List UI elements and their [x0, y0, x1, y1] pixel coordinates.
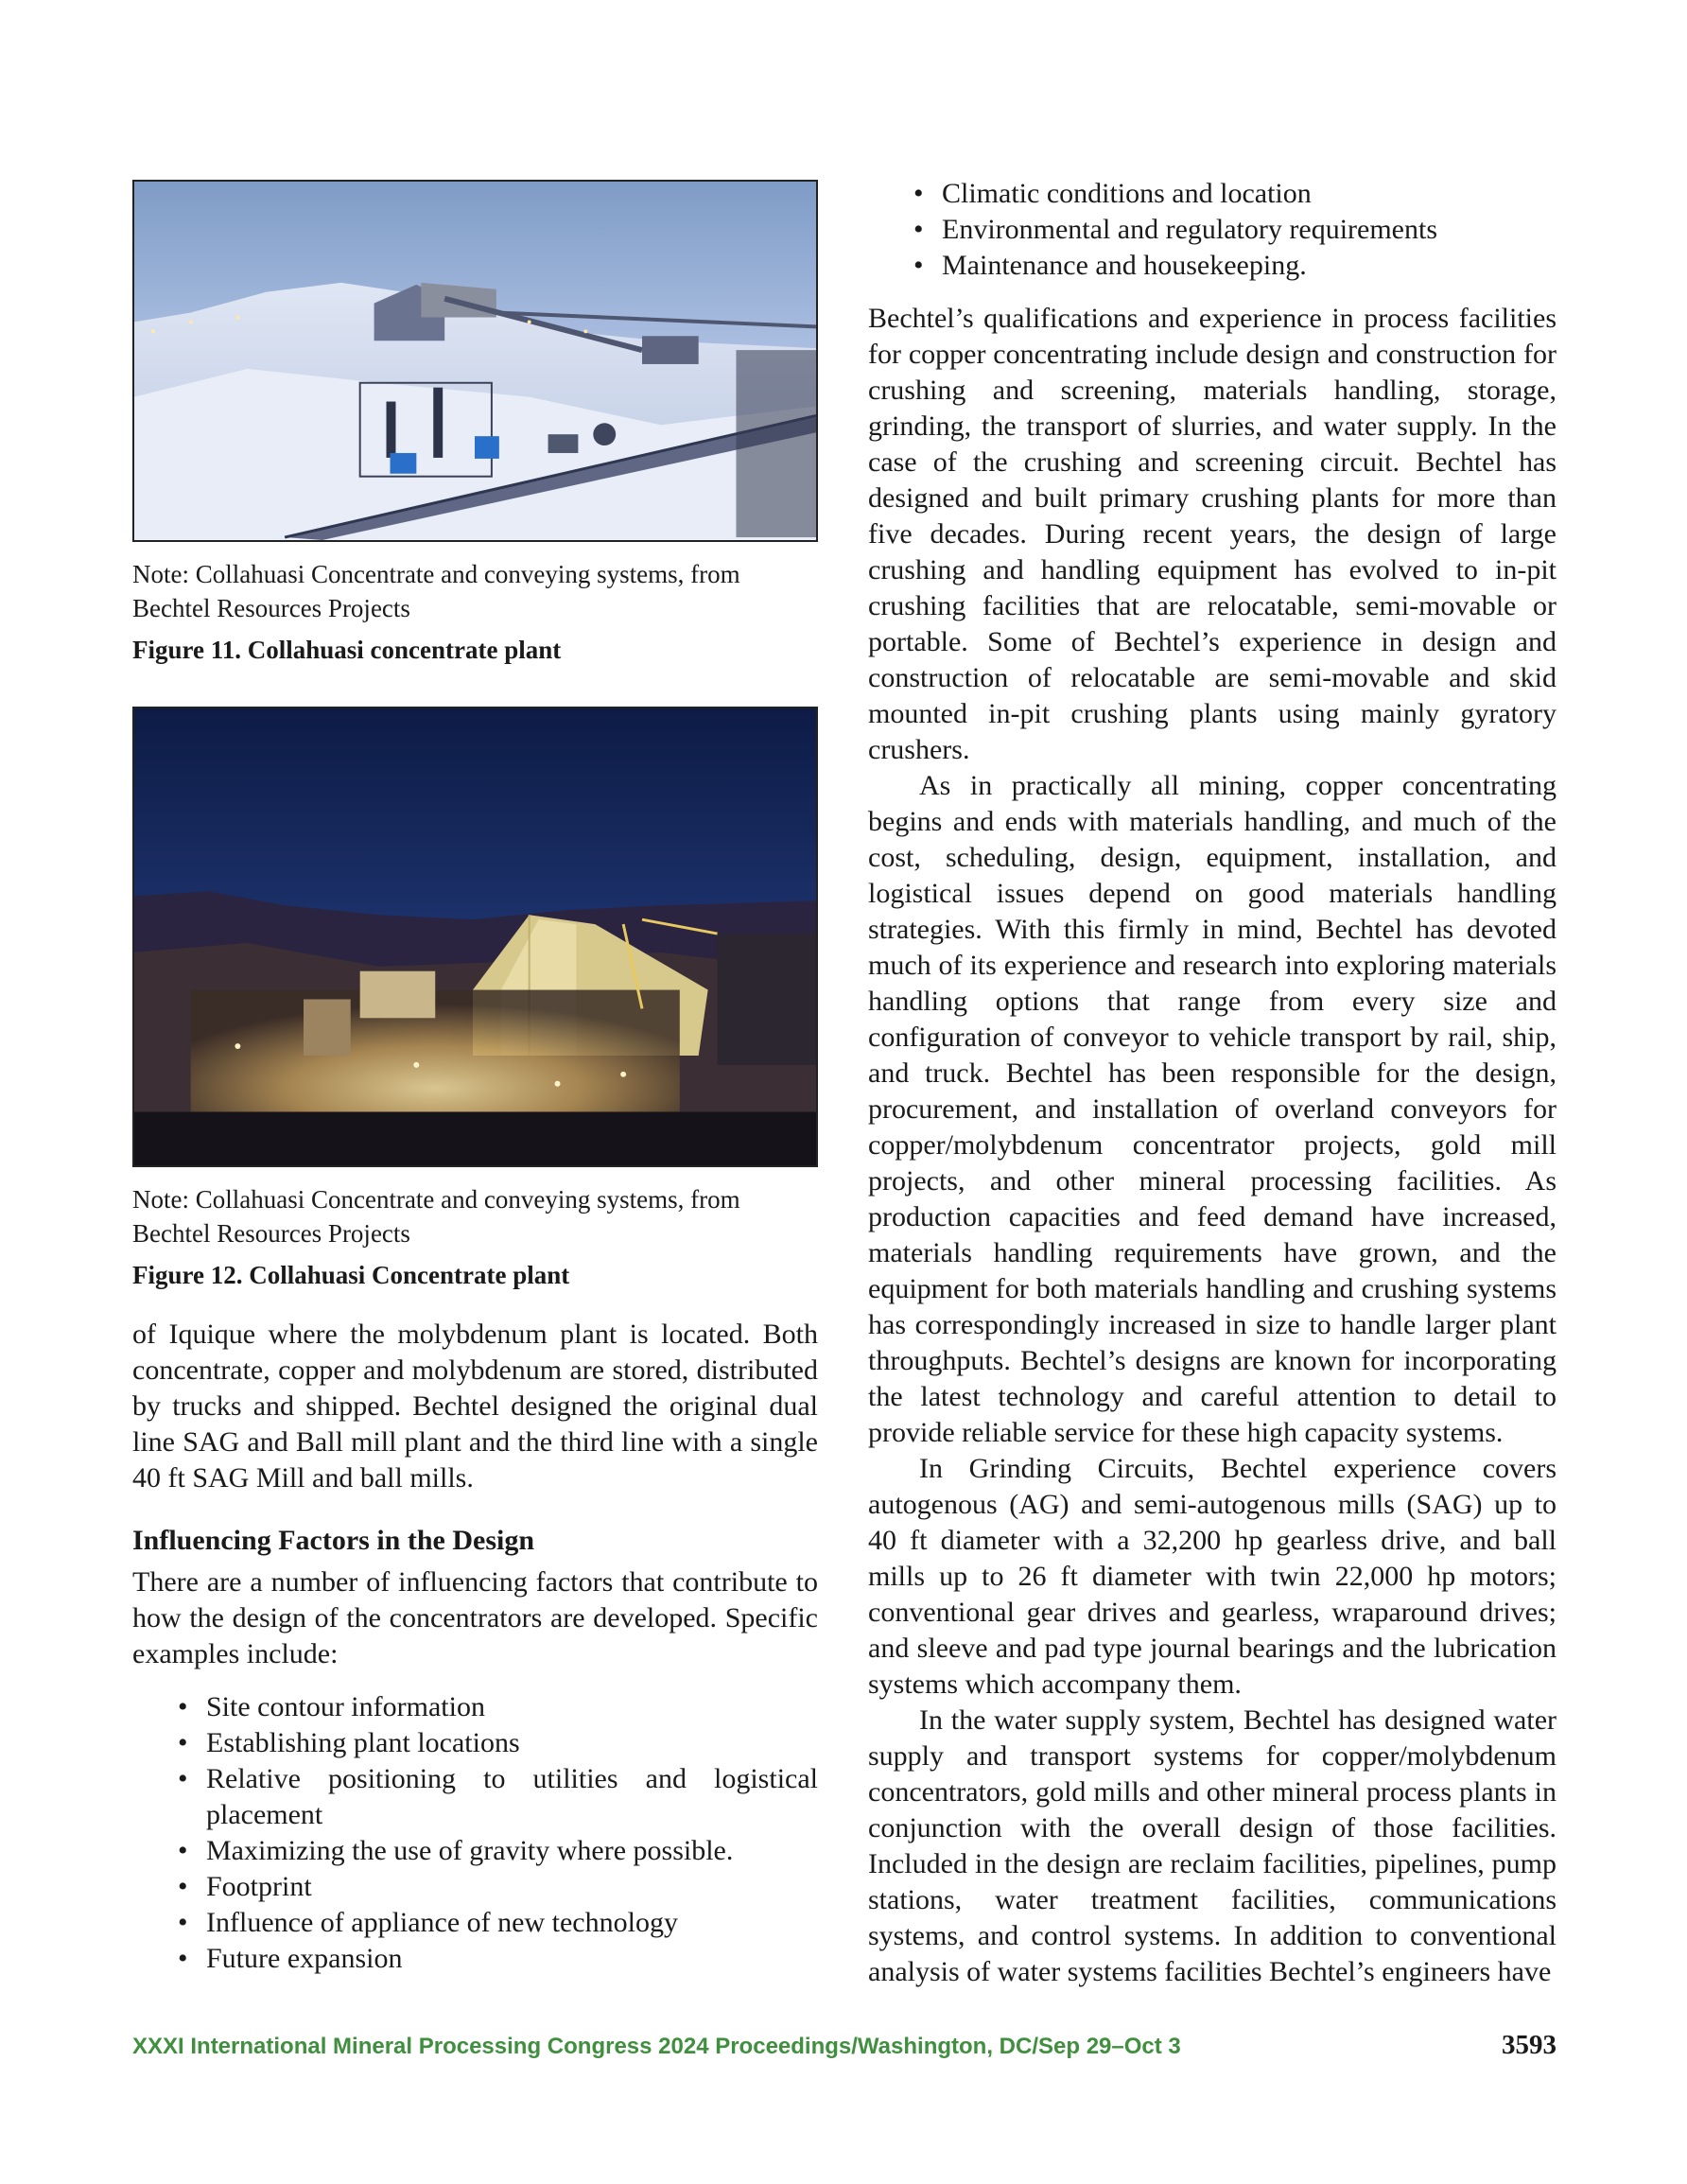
influencing-factors-list-continued: [913, 176, 1557, 284]
figure-11-note: Note: Collahuasi Concentrate and conveying systems, from Bechtel Resources Projects: [132, 560, 740, 622]
right-column: [868, 176, 1557, 1990]
bullet-icon: •: [178, 1727, 188, 1758]
list-item: • Future expansion: [206, 1941, 818, 1977]
right-paragraph-4: In the water supply system, Bechtel has designed water supply and transport systems for copper/molybdenum concentrators, gold mills and other mineral process plants in conjunction with the overall design of those facilities. Included in the design are reclaim facilities, pipelines, pump stations, water treatment facilities, communications systems, and control systems. In addition to conventional analysis of water systems facilities Bechtel’s engineers have: [868, 1704, 1557, 1987]
section-heading: Influencing Factors in the Design: [132, 1525, 535, 1556]
figure-12-caption: Figure 12. Collahuasi Concentrate plant: [132, 1261, 570, 1289]
list-item: • Maximizing the use of gravity where possible.: [206, 1833, 818, 1869]
bullet-icon: •: [178, 1835, 188, 1866]
list-item: • Maintenance and housekeeping.: [942, 248, 1557, 284]
bullet-icon: •: [178, 1943, 188, 1974]
figure-11-photo: [132, 180, 818, 542]
snow-plant-image: [134, 182, 816, 540]
page-number: 3593: [1502, 2030, 1557, 2060]
bullet-icon: •: [178, 1907, 188, 1938]
night-plant-image: [134, 708, 816, 1165]
bullet-icon: •: [913, 250, 924, 281]
bullet-icon: •: [178, 1691, 188, 1722]
bullet-icon: •: [913, 178, 924, 209]
list-item: • Site contour information: [206, 1689, 818, 1725]
conference-title: XXXI International Mineral Processing Congress 2024 Proceedings/Washington, DC/Sep 29–Oct 3: [132, 2034, 1181, 2059]
left-paragraph-1: of Iquique where the molybdenum plant is located. Both concentrate, copper and molybdenum are stored, distributed by trucks and shipped. Bechtel designed the original dual line SAG and Ball mill plant and the third line with a single 40 ft SAG Mill and ball mills.: [132, 1319, 818, 1494]
list-item: • Relative positioning to utilities and logistical placement: [178, 1763, 818, 1830]
left-paragraph-2: There are a number of influencing factors that contribute to how the design of the concentrators are developed. Specific examples include:: [132, 1566, 818, 1669]
bullet-icon: •: [178, 1871, 188, 1902]
figure-11-caption: Figure 11. Collahuasi concentrate plant: [132, 636, 562, 664]
list-item: • Establishing plant locations: [206, 1725, 818, 1761]
page-footer: [132, 2030, 1557, 2071]
list-item: • Environmental and regulatory requirements: [942, 212, 1557, 248]
list-item: • Influence of appliance of new technology: [206, 1905, 818, 1941]
left-column: [132, 180, 818, 1977]
figure-12-photo: [132, 707, 818, 1167]
figure-12-note: Note: Collahuasi Concentrate and conveying systems, from Bechtel Resources Projects: [132, 1185, 740, 1248]
bullet-icon: •: [913, 214, 924, 245]
list-item: • Climatic conditions and location: [942, 176, 1557, 212]
right-paragraph-1: Bechtel’s qualifications and experience in process facilities for copper concentrating include design and construction for crushing and screening, materials handling, storage, grinding, the transport of slurries, and water supply. In the case of the crushing and screening circuit. Bechtel has designed and built primary crushing plants for more than five decades. During recent years, the design of large crushing and handling equipment has evolved to in-pit crushing facilities that are relocatable, semi-movable or portable. Some of Bechtel’s experience in design and construction of relocatable are semi-movable and skid mounted in-pit crushing plants using mainly gyratory crushers.: [868, 303, 1557, 765]
bullet-icon: •: [178, 1763, 188, 1794]
list-item: • Footprint: [206, 1869, 818, 1905]
influencing-factors-list: [178, 1689, 818, 1977]
right-paragraph-3: In Grinding Circuits, Bechtel experience covers autogenous (AG) and semi-autogenous mills (SAG) up to 40 ft diameter with a 32,200 hp gearless drive, and ball mills up to 26 ft diameter with twin 22,000 hp motors; conventional gear drives and gearless, wraparound drives; and sleeve and pad type journal bearings and the lubrication systems which accompany them.: [868, 1453, 1557, 1700]
right-paragraph-2: As in practically all mining, copper concentrating begins and ends with materials handling, and much of the cost, scheduling, design, equipment, installation, and logistical issues depend on good materials handling strategies. With this firmly in mind, Bechtel has devoted much of its experience and research into exploring materials handling options that range from every size and configuration of conveyor to vehicle transport by rail, ship, and truck. Bechtel has been responsible for the design, procurement, and installation of overland conveyors for copper/molybdenum concentrator projects, gold mill projects, and other mineral processing facilities. As production capacities and feed demand have increased, materials handling requirements have grown, and the equipment for both materials handling and crushing systems has correspondingly increased in size to handle larger plant throughputs. Bechtel’s designs are known for incorporating the latest technology and careful attention to detail to provide reliable service for these high capacity systems.: [868, 770, 1557, 1448]
